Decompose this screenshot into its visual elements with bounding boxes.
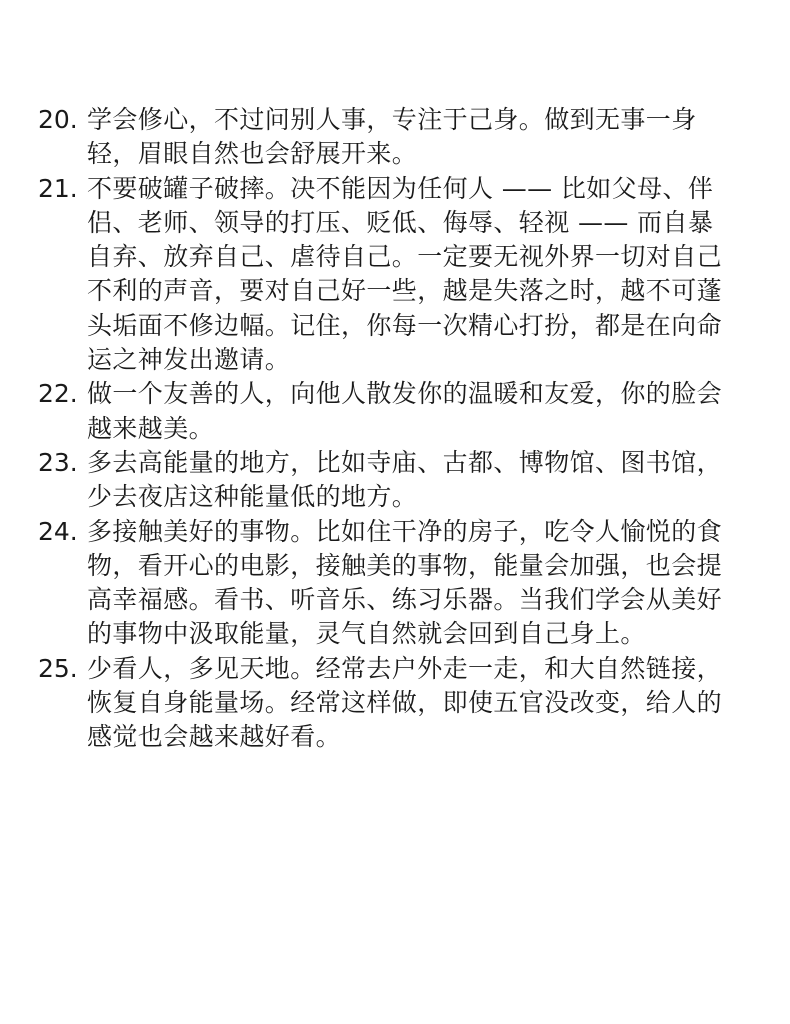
item-number: 24. [38, 516, 78, 546]
list-item [38, 103, 754, 172]
item-number: 23. [38, 447, 78, 477]
item-number: 25. [38, 653, 78, 683]
item-text-line: 不要破罐子破摔。决不能因为任何人 —— 比如父母、伴 [87, 173, 714, 203]
list-item [38, 446, 754, 515]
item-text-line: 高幸福感。看书、听音乐、练习乐器。当我们学会从美好 [87, 585, 723, 615]
item-text-line: 物，看开心的电影，接触美的事物，能量会加强，也会提 [87, 550, 723, 580]
item-text-line: 感觉也会越来越好看。 [87, 722, 342, 752]
item-text-line: 学会修心，不过问别人事，专注于己身。做到无事一身 [87, 105, 697, 134]
item-text-line: 多去高能量的地方，比如寺庙、古都、博物馆、图书馆， [87, 447, 723, 477]
item-text-line: 头垢面不修边幅。记住，你每一次精心打扮，都是在向命 [87, 310, 723, 340]
list-item [38, 652, 754, 755]
item-text-line: 少去夜店这种能量低的地方。 [87, 482, 418, 512]
item-text-line: 做一个友善的人，向他人散发你的温暖和友爱，你的脸会 [87, 379, 723, 409]
item-text-line: 越来越美。 [87, 413, 215, 443]
item-number: 20. [38, 105, 78, 134]
item-number: 21. [38, 173, 78, 203]
list-item [38, 515, 754, 652]
item-text-line: 轻，眉眼自然也会舒展开来。 [87, 139, 418, 169]
item-text-line: 不利的声音，要对自己好一些，越是失落之时，越不可蓬 [87, 276, 723, 306]
tips-list [38, 103, 754, 755]
item-text-line: 多接触美好的事物。比如住干净的房子，吃令人愉悦的食 [87, 516, 723, 546]
item-text-line: 少看人，多见天地。经常去户外走一走，和大自然链接， [87, 653, 723, 683]
list-item [38, 377, 754, 446]
item-text-line: 运之神发出邀请。 [87, 345, 291, 375]
item-number: 22. [38, 379, 78, 409]
item-text-line: 恢复自身能量场。经常这样做，即使五官没改变，给人的 [87, 688, 723, 718]
item-text-line: 自弃、放弃自己、虐待自己。一定要无视外界一切对自己 [87, 242, 723, 272]
item-text-line: 的事物中汲取能量，灵气自然就会回到自己身上。 [87, 619, 646, 649]
list-item [38, 172, 754, 378]
item-text-line: 侣、老师、领导的打压、贬低、侮辱、轻视 —— 而自暴 [87, 207, 714, 237]
